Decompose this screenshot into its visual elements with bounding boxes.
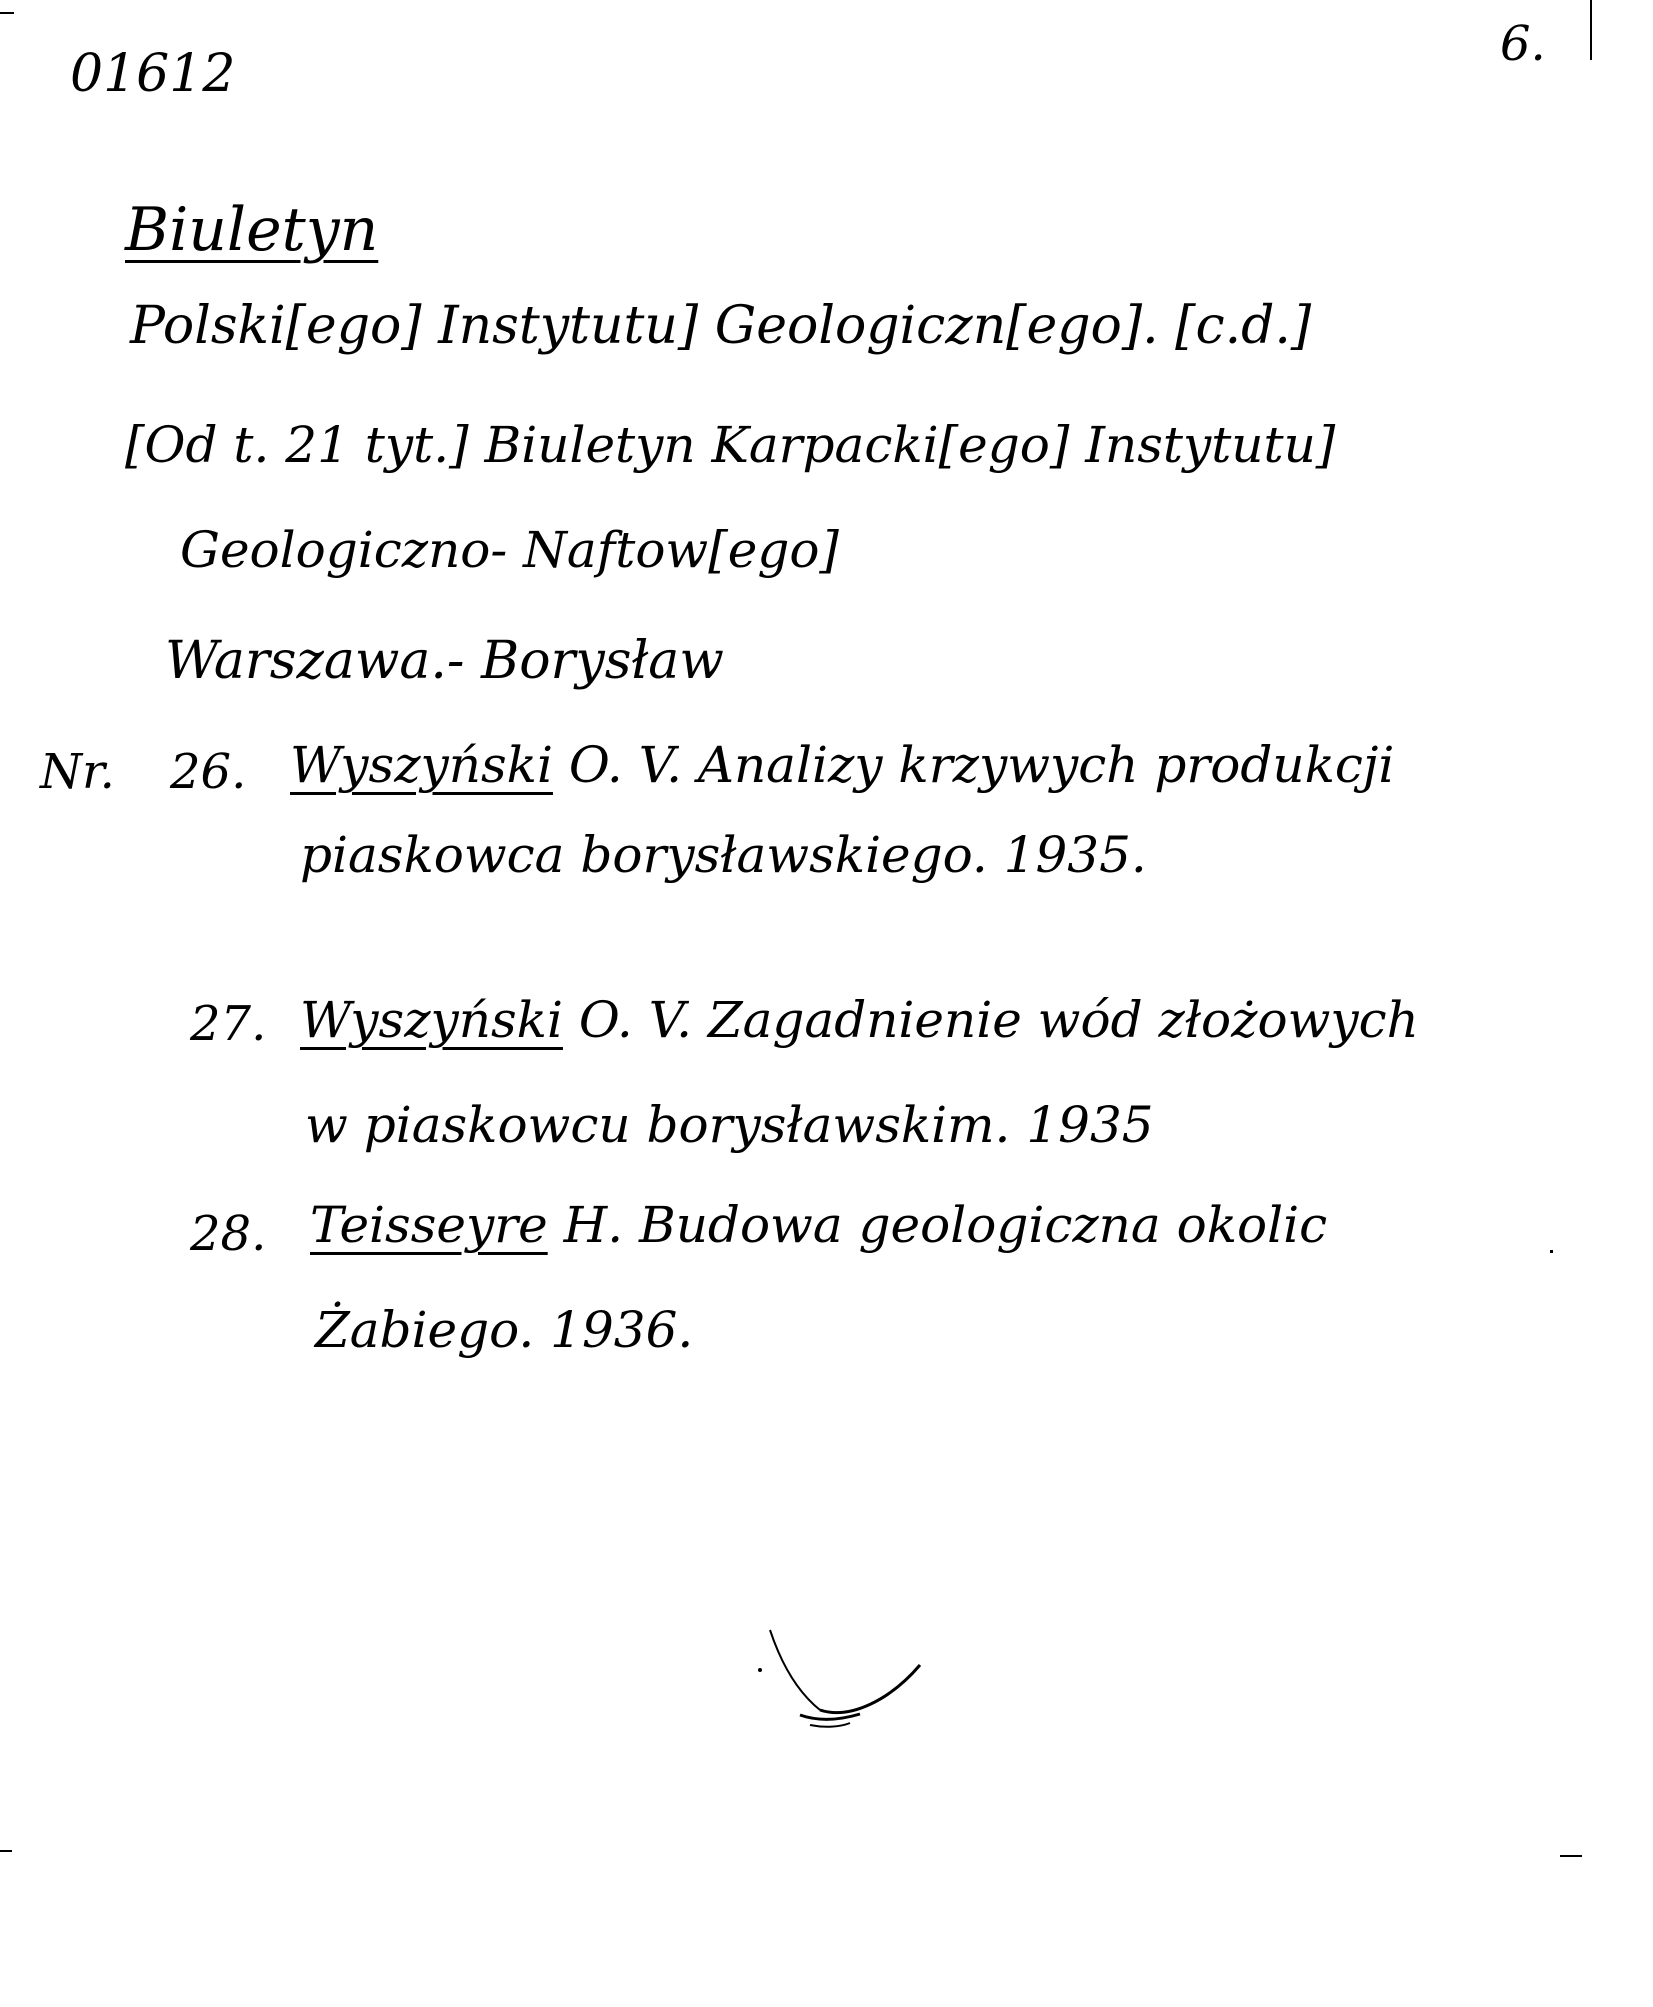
- page-number: 6.: [1500, 16, 1546, 72]
- nr-label: Nr.: [40, 744, 115, 800]
- title-line-3: Geologiczno- Naftow[ego]: [180, 521, 839, 579]
- title-line-2: [Od t. 21 tyt.] Biuletyn Karpacki[ego] Instytutu]: [125, 416, 1336, 474]
- entry-line-1: [290, 736, 1395, 794]
- entry-title-start: H. Budowa geologiczna okolic: [547, 1196, 1328, 1254]
- scan-speck: [0, 12, 14, 14]
- place-line: Warszawa.- Borysław: [165, 631, 724, 691]
- entry-line-2: w piaskowcu borysławskim. 1935: [305, 1096, 1154, 1154]
- series-title: Biuletyn: [125, 195, 379, 265]
- entry-title-start: O. V. Analizy krzywych produkcji: [552, 736, 1395, 794]
- title-line-1: Polski[ego] Instytutu] Geologiczn[ego]. [c.d.]: [130, 296, 1312, 356]
- scan-speck: [1560, 1855, 1582, 1857]
- entry-number: 28.: [190, 1206, 267, 1262]
- entry-number: 26.: [170, 744, 247, 800]
- entry-line-1: [310, 1196, 1328, 1254]
- entry-number: 27.: [190, 996, 267, 1052]
- call-number: 01612: [70, 44, 236, 104]
- entry-line-1: [300, 991, 1419, 1049]
- entry-line-2: piaskowca borysławskiego. 1935.: [300, 826, 1147, 884]
- scan-speck: [1550, 1250, 1553, 1253]
- entry-author: Wyszyński: [300, 991, 563, 1049]
- entry-author: Wyszyński: [290, 736, 553, 794]
- entry-author: Teisseyre: [310, 1196, 548, 1254]
- pen-stroke-mark: [740, 1610, 940, 1740]
- entry-line-2: Żabiego. 1936.: [315, 1301, 694, 1359]
- scan-speck: [1590, 0, 1592, 60]
- entry-title-start: O. V. Zagadnienie wód złożowych: [562, 991, 1419, 1049]
- scan-speck: [0, 1850, 12, 1852]
